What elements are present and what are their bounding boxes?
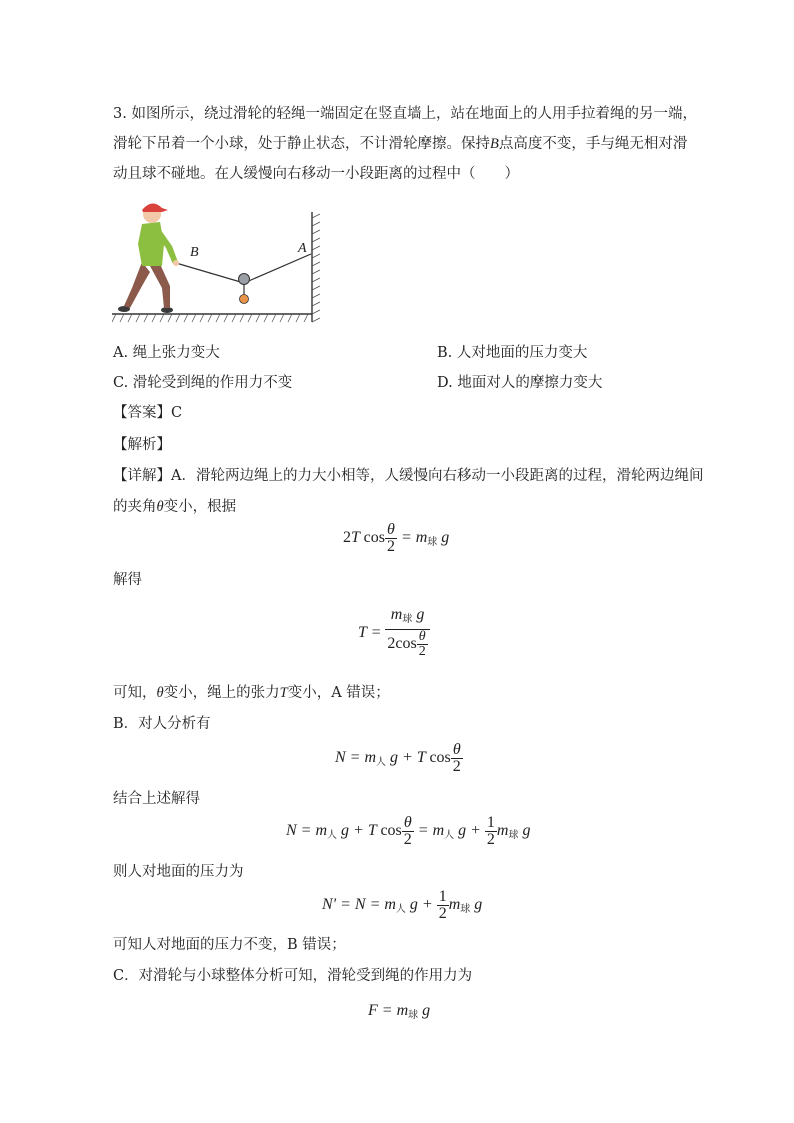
- equation-4: $N = m_人$ g + T cos $\frac{\theta}{2}$ = $m_人$ g + $\frac{1}{2}$ $m_球$ g: [286, 814, 531, 848]
- detail-b-1: B．对人分析有: [113, 716, 211, 732]
- detail-b-3: 则人对地面的压力为: [113, 864, 244, 880]
- equation-5: $N' = N = m_人$ g + $\frac{1}{2}$ $m_球$ g: [322, 888, 483, 922]
- option-c: C. 滑轮受到绳的作用力不变: [113, 375, 293, 391]
- equation-6: $F = m_球$ g: [368, 1002, 431, 1021]
- label-b: B: [190, 245, 199, 260]
- question-line-1: 3. 如图所示，绕过滑轮的轻绳一端固定在竖直墙上，站在地面上的人用手拉着绳的另一端，: [113, 106, 697, 122]
- person-illustration: [118, 203, 179, 313]
- detail-line-2: 的夹角θ变小，根据: [113, 499, 237, 515]
- equation-3: $N = m_人$ g + T cos $\frac{\theta}{2}$: [335, 741, 461, 775]
- detail-conclusion-a: 可知，θ变小，绳上的张力T变小，A 错误；: [113, 685, 390, 701]
- answer-line: 【答案】C: [113, 405, 183, 421]
- question-line-2: 滑轮下吊着一个小球，处于静止状态，不计滑轮摩擦。保持B点高度不变，手与绳无相对滑: [113, 136, 688, 152]
- equation-1: 2T cos $\frac{\theta}{2}$ = $m_球$ g: [343, 521, 450, 555]
- detail-b-2: 结合上述解得: [113, 791, 200, 807]
- pulley-figure: [112, 196, 332, 328]
- label-a: A: [298, 241, 307, 256]
- option-a: A. 绳上张力变大: [113, 345, 220, 361]
- option-d: D. 地面对人的摩擦力变大: [437, 375, 603, 391]
- analysis-heading: 【解析】: [113, 437, 171, 453]
- question-line-3: 动且球不碰地。在人缓慢向右移动一小段距离的过程中（ ）: [113, 166, 519, 182]
- detail-b-4: 可知人对地面的压力不变，B 错误；: [113, 937, 346, 953]
- option-b: B. 人对地面的压力变大: [437, 345, 588, 361]
- equation-2: T = $m_球$ g 2cos $\frac{\theta}{2}$: [358, 606, 430, 659]
- solve-label-1: 解得: [113, 572, 142, 588]
- detail-c-1: C．对滑轮与小球整体分析可知，滑轮受到绳的作用力为: [113, 968, 473, 984]
- detail-line-1: 【详解】A．滑轮两边绳上的力大小相等，人缓慢向右移动一小段距离的过程，滑轮两边绳间: [113, 468, 704, 484]
